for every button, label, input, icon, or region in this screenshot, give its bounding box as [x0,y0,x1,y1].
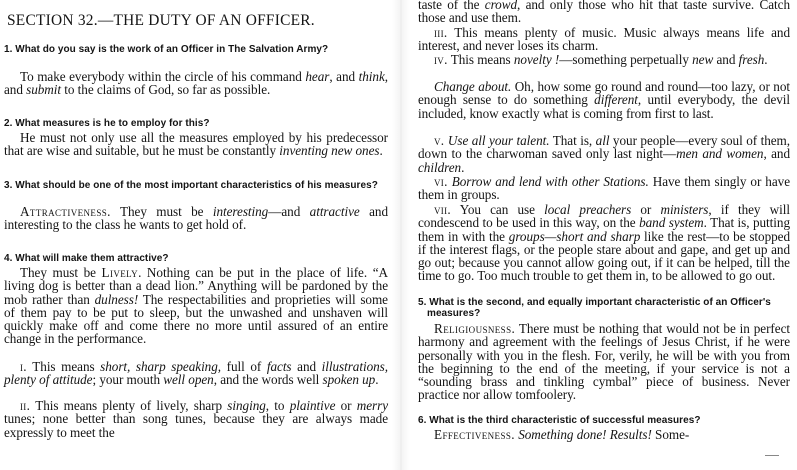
point-iii: iii. This means plenty of music. Music always means life and interest, and never loses its charm. [418,25,790,54]
change-about-paragraph: Change about. Oh, how some go round and round—too lazy, or not enough sense to do something different, until everybody, the devil included, know exactly what is coming from first to last. [418,79,791,121]
point-vii: vii. You can use local preachers or ministers, if they will condescend to be used in this way, on the band system. That is, putting them in with the groups—short and sharp like the rest—to be stopped if the interest flags, or the people stare about and gape, and get up and go out; because you cannot allow going out, if it can be helped, till the time to go. Too much trouble to get them in, to be allowed to go out. [418,202,791,284]
answer-5: Religiousness. There must be nothing that would not be in perfect harmony and agreement with the feelings of Jesus Christ, if he were personally with you in the flesh. For, verily, he will be with you from the beginning to the end of the meeting, if your service is not a “sounding brass and tinkling cymbal” piece of business. Never practice nor allow tomfoolery. [418,321,790,403]
section-title: SECTION 32.—THE DUTY OF AN OFFICER. [7,12,315,29]
question-6: 6. What is the third characteristic of successful measures? [418,415,701,426]
page-gutter [392,0,410,470]
page-end-mark [765,455,779,456]
answer-4: They must be Lively. Nothing can be put in the place of life. “A living dog is better than a dead lion.” Anything will be pardoned by the mob rather than dulness! The respectabilities and proprieties will some of them pay to be put to sleep, but the unwashed and unshaven will quickly make off and come there no more until assured of an entire change in the performance. [4,265,388,347]
point-vi: vi. Borrow and lend with other Stations. Have them singly or have them in groups. [418,174,790,203]
point-v: v. Use all your talent. That is, all your people—every soul of them, down to the charwoman saved only last night—men and women, and children. [418,133,790,175]
answer-1: To make everybody within the circle of his command hear, and think, and submit to the claims of God, so far as possible. [4,69,388,98]
point-ii: ii. This means plenty of lively, sharp singing, to plaintive or merry tunes; none better than song tunes, because they are always made expressly to meet the [4,398,388,440]
question-1: 1. What do you say is the work of an Officer in The Salvation Army? [4,44,329,55]
answer-6: Effectiveness. Something done! Results! Some- [434,427,690,442]
answer-3: Attractiveness. They must be interesting—and attractive and interesting to the class he wants to get hold of. [4,204,388,233]
question-5: 5. What is the second, and equally important characteristic of an Officer's measures? [418,297,771,319]
point-iv: iv. This means novelty !—something perpetually new and fresh. [434,52,768,67]
point-ii-continued: taste of the crowd, and only those who hit that taste survive. Catch those and use them. [418,0,790,26]
question-2: 2. What measures is he to employ for this? [4,118,210,129]
question-3: 3. What should be one of the most important characteristics of his measures? [4,180,378,191]
point-i: i. This means short, sharp speaking, full of facts and illustrations, plenty of attitude; your mouth well open, and the words well spoken up. [4,359,388,388]
answer-2: He must not only use all the measures employed by his predecessor that are wise and suitable, but he must be constantly inventing new ones. [4,130,388,159]
question-4: 4. What will make them attractive? [4,253,169,264]
